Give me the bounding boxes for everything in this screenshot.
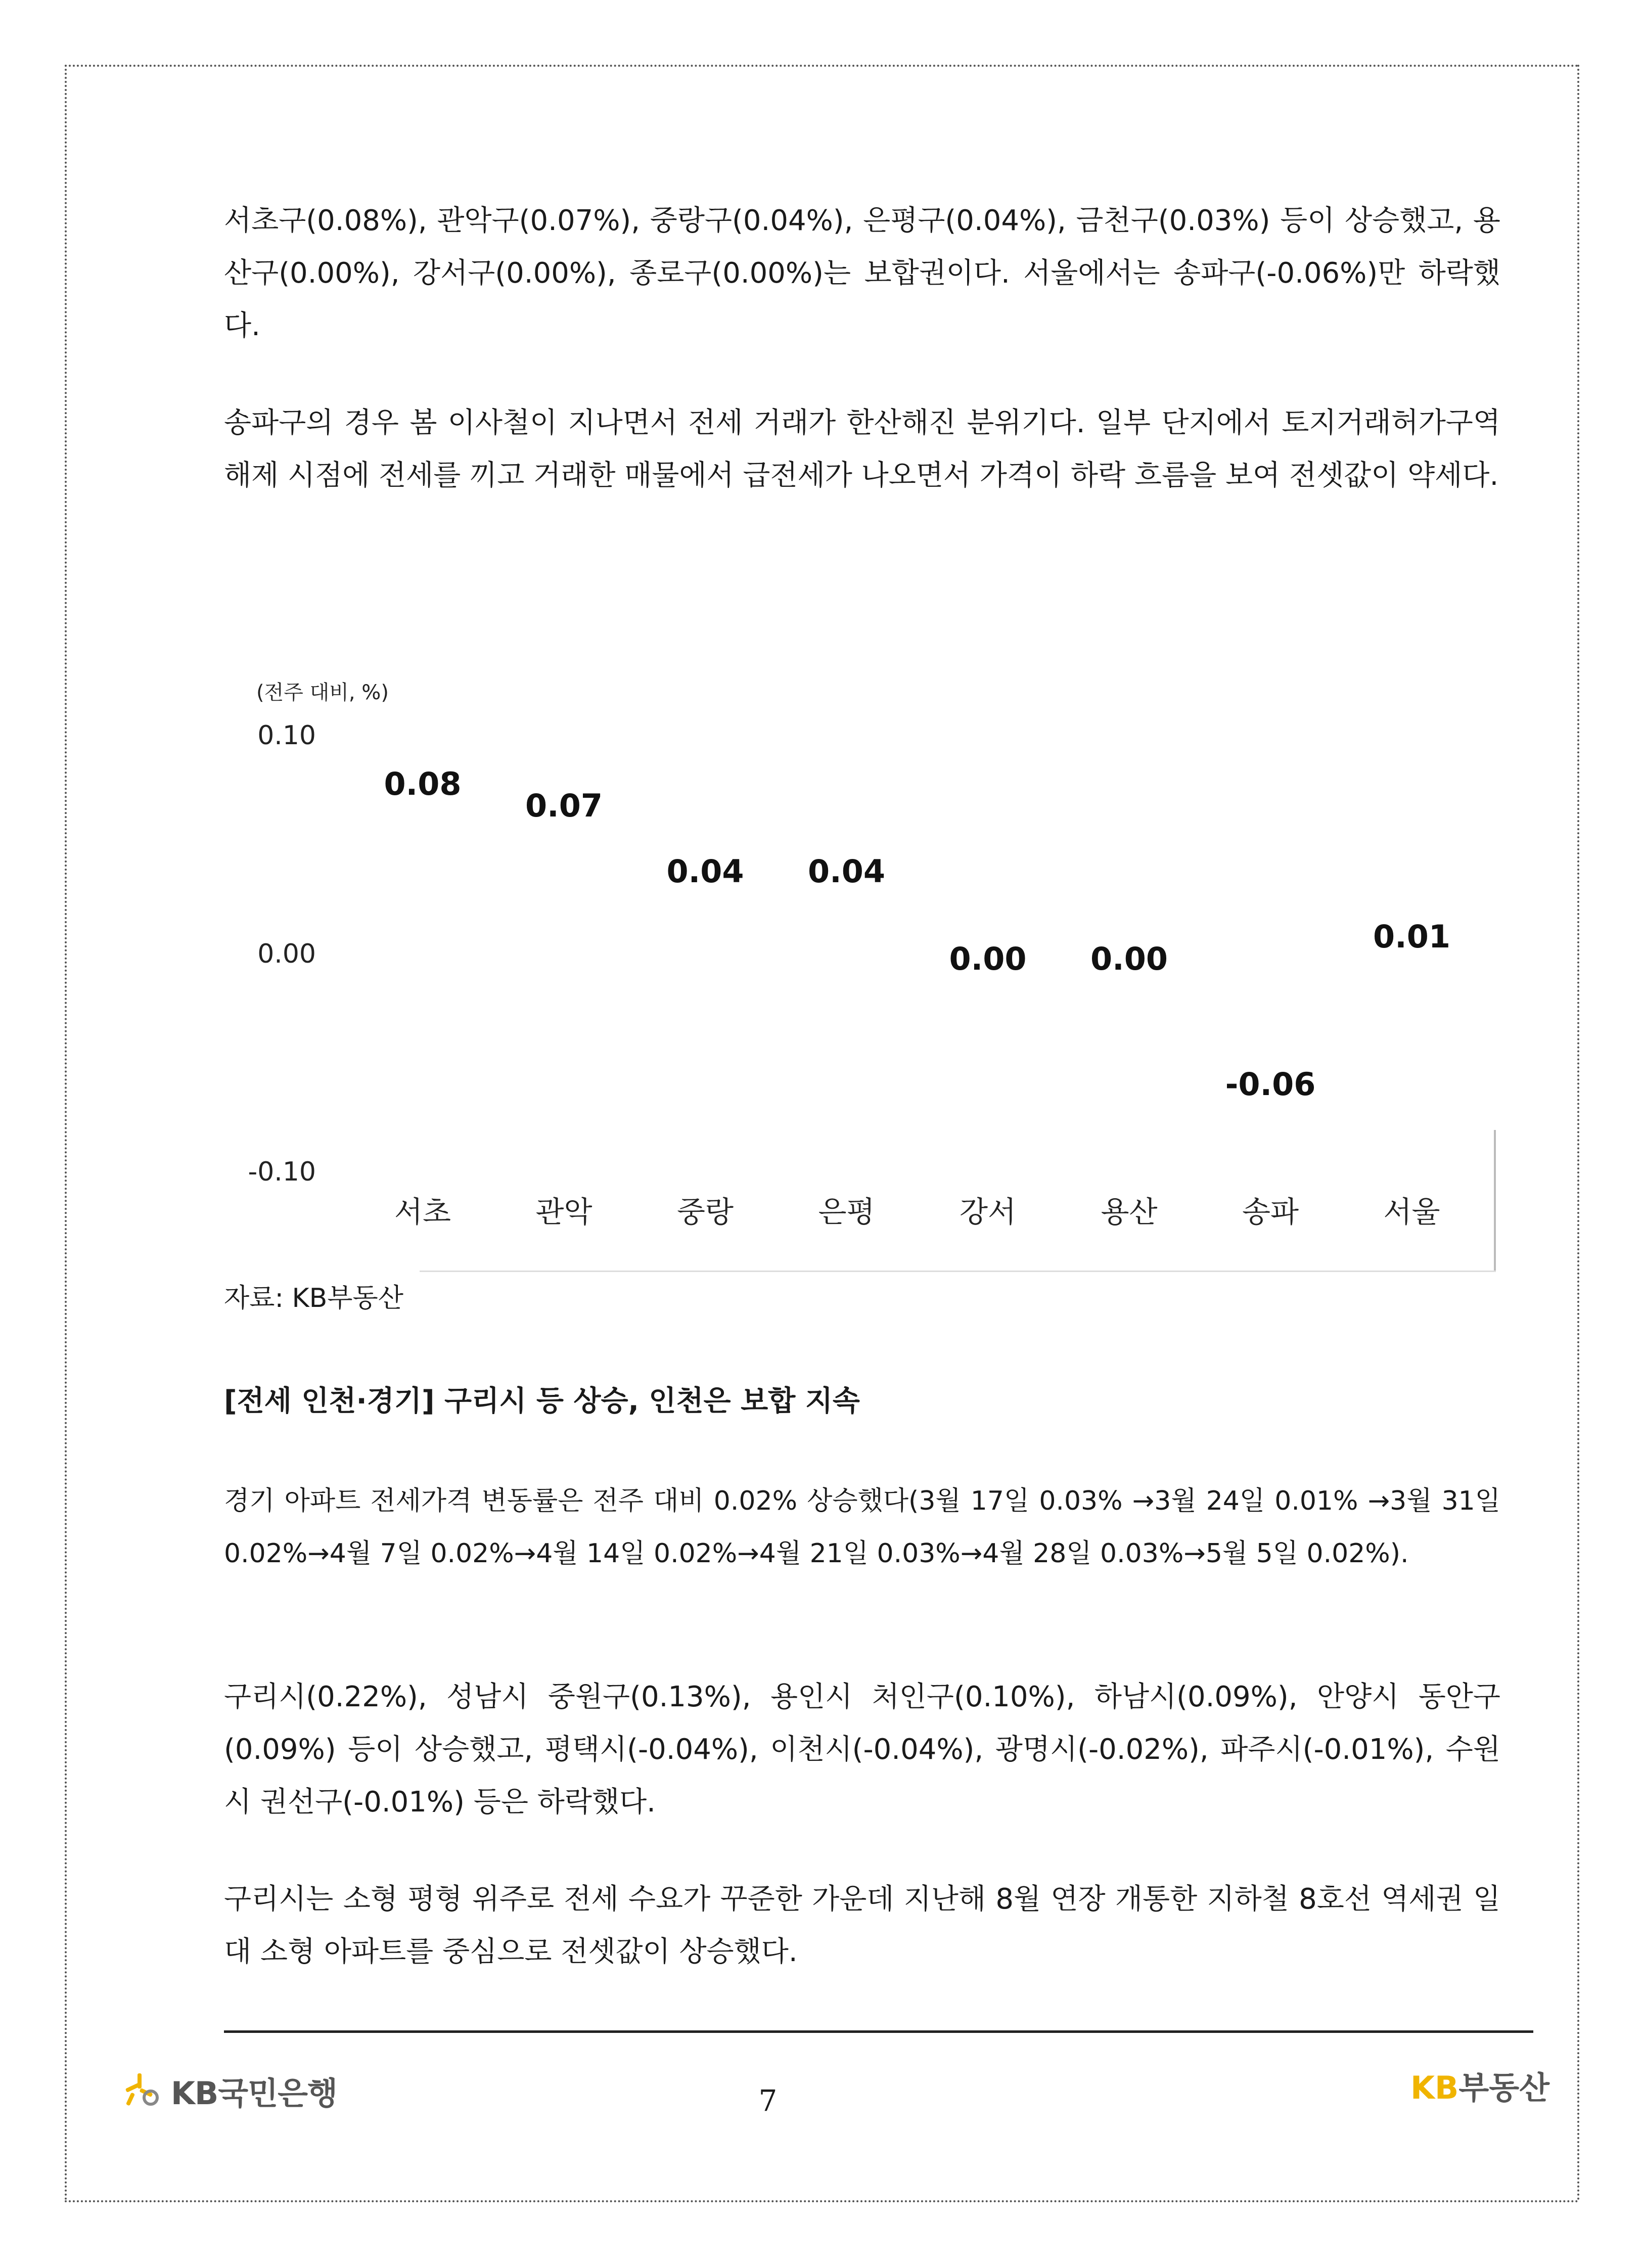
chart-right-border (1494, 1130, 1496, 1272)
paragraph-songpa: 송파구의 경우 봄 이사철이 지나면서 전세 거래가 한산해진 분위기다. 일부 단지에서 토지거래허가구역 해제 시점에 전세를 끼고 거래한 매물에서 급전세가 나오면서 가격이 하락 흐름을 보여 전셋값이 약세다. (224, 406, 1500, 492)
source-note: 자료: KB부동산 (224, 1283, 403, 1313)
kb-realestate-logo (1410, 2068, 1549, 2108)
footer-divider (224, 2030, 1533, 2033)
x-tick-label: 서초 (394, 1195, 451, 1229)
data-label: 0.07 (525, 787, 603, 825)
chart-bottom-border (420, 1271, 1496, 1272)
page-number: 7 (758, 2083, 778, 2118)
x-tick-label: 중랑 (676, 1195, 734, 1229)
chart-unit-label: (전주 대비, %) (256, 681, 389, 704)
paragraph-seoul-rise: 서초구(0.08%), 관악구(0.07%), 중랑구(0.04%), 은평구(0.04%), 금천구(0.03%) 등이 상승했고, 용산구(0.00%), 강서구(0.00%), 종로구(0.00%)는 보합권이다. 서울에서는 송파구(-0.06%)만 하락했다. (224, 204, 1500, 342)
y-tick-label: 0.10 (257, 720, 316, 751)
kb-bank-name: KB국민은행 (171, 2074, 337, 2112)
y-tick-label: -0.10 (248, 1157, 316, 1187)
x-tick-label: 관악 (535, 1195, 592, 1229)
x-tick-label: 강서 (959, 1195, 1017, 1229)
x-tick-label: 송파 (1242, 1195, 1299, 1229)
data-label: -0.06 (1225, 1066, 1316, 1103)
paragraph-gyeonggi-regions: 구리시(0.22%), 성남시 중원구(0.13%), 용인시 처인구(0.10%), 하남시(0.09%), 안양시 동안구(0.09%) 등이 상승했고, 평택시(-0.04%), 이천시(-0.04%), 광명시(-0.02%), 파주시(-0.01%), 수원시 권선구(-0.01%) 등은 하락했다. (224, 1681, 1500, 1819)
kb-mark: KB (1410, 2069, 1459, 2106)
data-label: 0.04 (666, 852, 744, 890)
x-tick-label: 용산 (1101, 1195, 1158, 1229)
x-tick-label: 은평 (818, 1195, 875, 1229)
kb-star-icon (118, 2070, 164, 2111)
data-label: 0.08 (384, 765, 462, 803)
y-tick-label: 0.00 (257, 938, 316, 969)
data-label: 0.00 (949, 940, 1027, 977)
kb-realestate-text: 부동산 (1458, 2069, 1549, 2106)
section-heading: [전세 인천·경기] 구리시 등 상승, 인천은 보합 지속 (224, 1385, 860, 1418)
kb-bank-logo (118, 2070, 337, 2111)
x-tick-label: 서울 (1383, 1195, 1440, 1229)
paragraph-gyeonggi-rate: 경기 아파트 전세가격 변동률은 전주 대비 0.02% 상승했다(3월 17일 0.03% →3월 24일 0.01% →3월 31일 0.02%→4월 7일 0.02%→4월 14일 0.02%→4월 21일 0.03%→4월 28일 0.03%→5월 5일 0.02%). (224, 1486, 1500, 1569)
data-label: 0.04 (808, 852, 885, 890)
data-label: 0.01 (1373, 918, 1450, 956)
paragraph-guri: 구리시는 소형 평형 위주로 전세 수요가 꾸준한 가운데 지난해 8월 연장 개통한 지하철 8호선 역세권 일대 소형 아파트를 중심으로 전셋값이 상승했다. (224, 1883, 1500, 1968)
data-label: 0.00 (1090, 940, 1168, 977)
